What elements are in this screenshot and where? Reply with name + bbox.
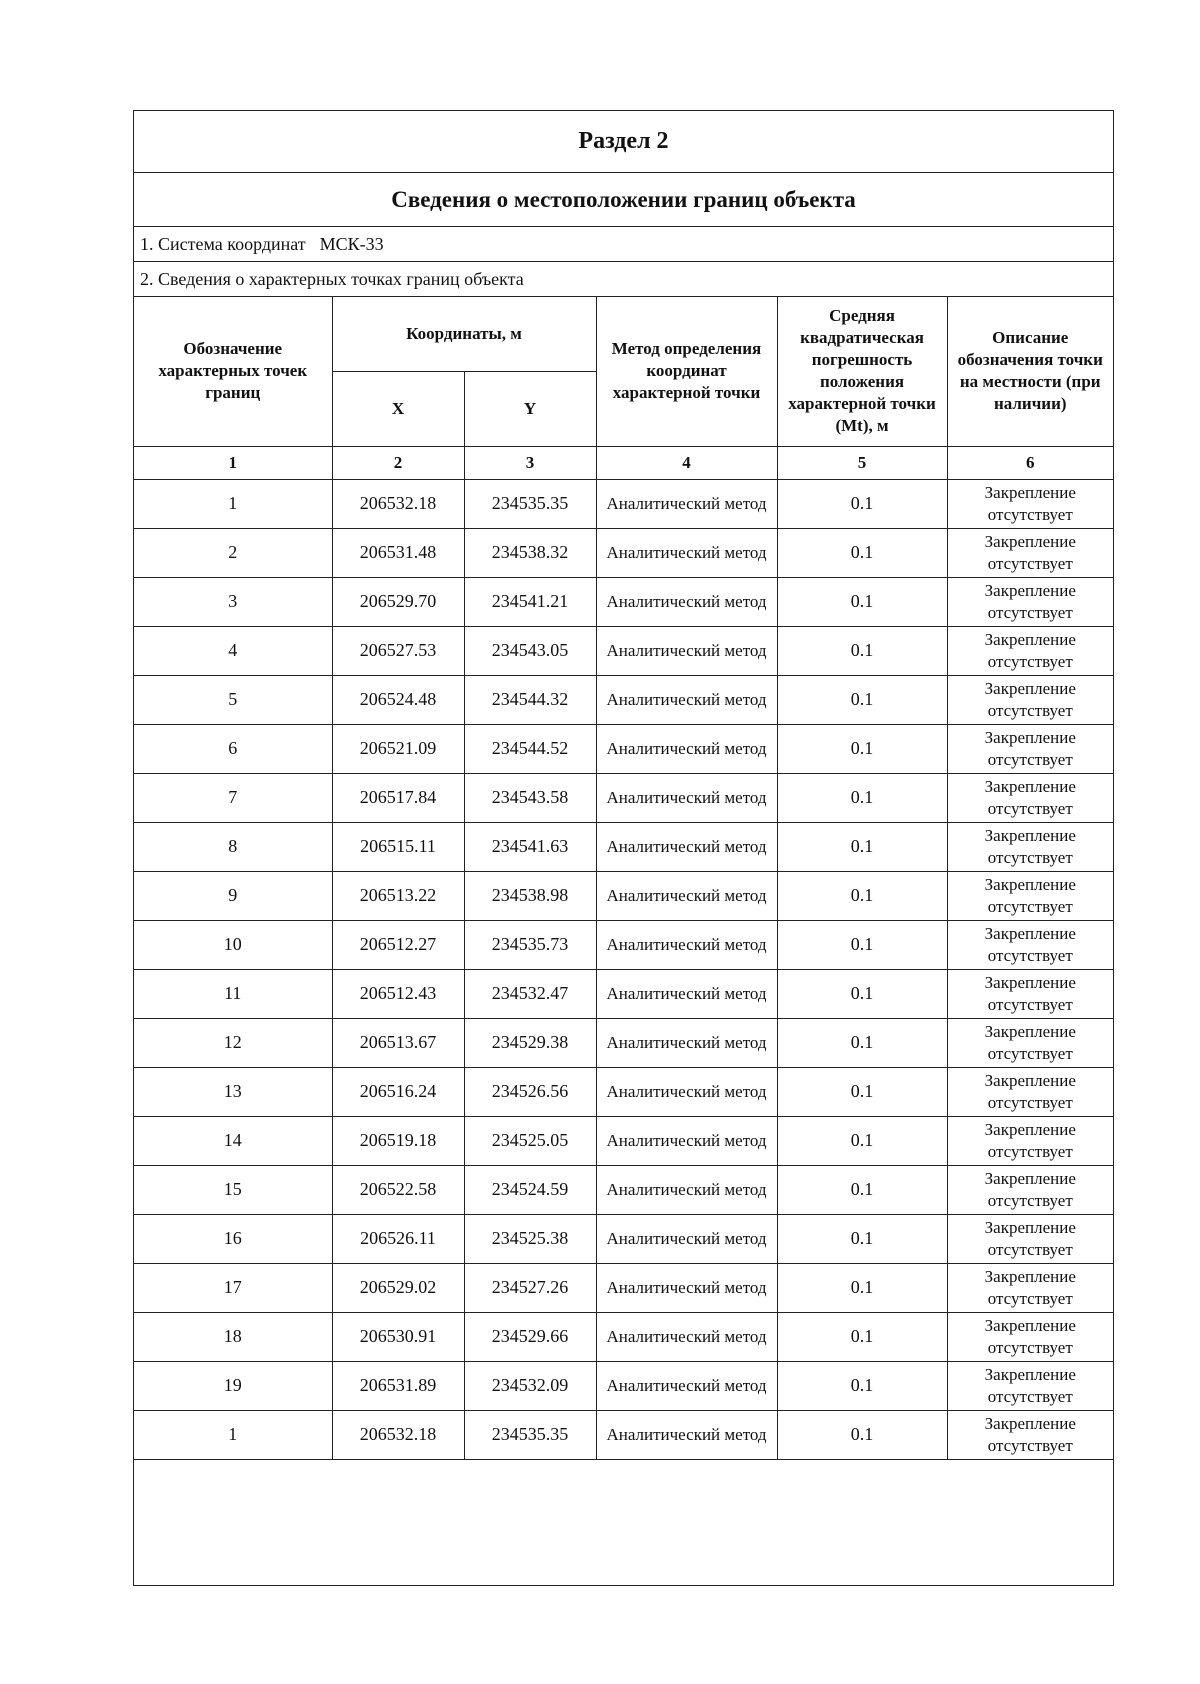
header-coords: Координаты, м — [332, 297, 596, 371]
point-number: 13 — [134, 1067, 332, 1116]
table-row — [134, 1312, 1113, 1361]
point-number: 14 — [134, 1116, 332, 1165]
x-coordinate: 206531.89 — [332, 1361, 464, 1410]
method: Аналитический метод — [596, 1312, 777, 1361]
description: Закрепление отсутствует — [947, 577, 1113, 626]
method: Аналитический метод — [596, 1116, 777, 1165]
description: Закрепление отсутствует — [947, 528, 1113, 577]
table-row — [134, 1214, 1113, 1263]
point-number: 12 — [134, 1018, 332, 1067]
y-coordinate: 234535.35 — [464, 479, 596, 528]
point-number: 6 — [134, 724, 332, 773]
y-coordinate: 234529.38 — [464, 1018, 596, 1067]
table-row — [134, 822, 1113, 871]
x-coordinate: 206512.27 — [332, 920, 464, 969]
x-coordinate: 206513.22 — [332, 871, 464, 920]
method: Аналитический метод — [596, 577, 777, 626]
method: Аналитический метод — [596, 479, 777, 528]
boundary-points-table — [134, 297, 1113, 1460]
y-coordinate: 234535.73 — [464, 920, 596, 969]
points-body — [134, 479, 1113, 1459]
method: Аналитический метод — [596, 1018, 777, 1067]
column-number: 1 — [134, 446, 332, 479]
column-numbers-row — [134, 446, 1113, 479]
table-row — [134, 1361, 1113, 1410]
mean-error: 0.1 — [777, 822, 947, 871]
description: Закрепление отсутствует — [947, 1361, 1113, 1410]
y-coordinate: 234541.63 — [464, 822, 596, 871]
x-coordinate: 206529.02 — [332, 1263, 464, 1312]
table-row — [134, 920, 1113, 969]
coord-system-label: 1. Система координат — [140, 233, 306, 254]
x-coordinate: 206517.84 — [332, 773, 464, 822]
method: Аналитический метод — [596, 822, 777, 871]
table-row — [134, 773, 1113, 822]
method: Аналитический метод — [596, 1410, 777, 1459]
description: Закрепление отсутствует — [947, 1018, 1113, 1067]
table-row — [134, 1018, 1113, 1067]
x-coordinate: 206527.53 — [332, 626, 464, 675]
table-row — [134, 1263, 1113, 1312]
y-coordinate: 234538.98 — [464, 871, 596, 920]
y-coordinate: 234532.47 — [464, 969, 596, 1018]
table-row — [134, 528, 1113, 577]
table-row — [134, 1410, 1113, 1459]
point-number: 4 — [134, 626, 332, 675]
table-row — [134, 1165, 1113, 1214]
x-coordinate: 206516.24 — [332, 1067, 464, 1116]
mean-error: 0.1 — [777, 1214, 947, 1263]
description: Закрепление отсутствует — [947, 479, 1113, 528]
method: Аналитический метод — [596, 1165, 777, 1214]
point-number: 10 — [134, 920, 332, 969]
description: Закрепление отсутствует — [947, 773, 1113, 822]
description: Закрепление отсутствует — [947, 1263, 1113, 1312]
column-number: 2 — [332, 446, 464, 479]
table-row — [134, 479, 1113, 528]
method: Аналитический метод — [596, 773, 777, 822]
mean-error: 0.1 — [777, 479, 947, 528]
method: Аналитический метод — [596, 626, 777, 675]
description: Закрепление отсутствует — [947, 1165, 1113, 1214]
point-number: 8 — [134, 822, 332, 871]
table-row — [134, 1116, 1113, 1165]
y-coordinate: 234529.66 — [464, 1312, 596, 1361]
point-number: 11 — [134, 969, 332, 1018]
point-number: 9 — [134, 871, 332, 920]
description: Закрепление отсутствует — [947, 1116, 1113, 1165]
section-title: Раздел 2 — [134, 111, 1113, 173]
point-number: 17 — [134, 1263, 332, 1312]
y-coordinate: 234535.35 — [464, 1410, 596, 1459]
method: Аналитический метод — [596, 1263, 777, 1312]
point-number: 5 — [134, 675, 332, 724]
header-point: Обозначение характерных точек границ — [134, 297, 332, 446]
x-coordinate: 206531.48 — [332, 528, 464, 577]
mean-error: 0.1 — [777, 969, 947, 1018]
method: Аналитический метод — [596, 724, 777, 773]
table-row — [134, 626, 1113, 675]
mean-error: 0.1 — [777, 773, 947, 822]
point-number: 19 — [134, 1361, 332, 1410]
column-number: 5 — [777, 446, 947, 479]
y-coordinate: 234543.58 — [464, 773, 596, 822]
y-coordinate: 234527.26 — [464, 1263, 596, 1312]
coord-system-line — [134, 227, 1113, 262]
description: Закрепление отсутствует — [947, 675, 1113, 724]
x-coordinate: 206524.48 — [332, 675, 464, 724]
mean-error: 0.1 — [777, 1410, 947, 1459]
section-subtitle: Сведения о местоположении границ объекта — [134, 173, 1113, 227]
mean-error: 0.1 — [777, 675, 947, 724]
table-row — [134, 1067, 1113, 1116]
point-number: 7 — [134, 773, 332, 822]
description: Закрепление отсутствует — [947, 822, 1113, 871]
y-coordinate: 234538.32 — [464, 528, 596, 577]
table-row — [134, 577, 1113, 626]
x-coordinate: 206530.91 — [332, 1312, 464, 1361]
x-coordinate: 206532.18 — [332, 1410, 464, 1459]
method: Аналитический метод — [596, 1214, 777, 1263]
y-coordinate: 234525.05 — [464, 1116, 596, 1165]
column-number: 3 — [464, 446, 596, 479]
header-error: Средняя квадратическая погрешность положения характерной точки (Mt), м — [777, 297, 947, 446]
mean-error: 0.1 — [777, 1165, 947, 1214]
header-x: X — [332, 371, 464, 446]
x-coordinate: 206529.70 — [332, 577, 464, 626]
header-desc: Описание обозначения точки на местности (при наличии) — [947, 297, 1113, 446]
point-number: 3 — [134, 577, 332, 626]
header-method: Метод определения координат характерной точки — [596, 297, 777, 446]
description: Закрепление отсутствует — [947, 626, 1113, 675]
method: Аналитический метод — [596, 969, 777, 1018]
y-coordinate: 234524.59 — [464, 1165, 596, 1214]
blank-area — [134, 1460, 1113, 1580]
y-coordinate: 234532.09 — [464, 1361, 596, 1410]
mean-error: 0.1 — [777, 577, 947, 626]
mean-error: 0.1 — [777, 528, 947, 577]
y-coordinate: 234526.56 — [464, 1067, 596, 1116]
point-number: 15 — [134, 1165, 332, 1214]
table-row — [134, 969, 1113, 1018]
point-number: 16 — [134, 1214, 332, 1263]
mean-error: 0.1 — [777, 1263, 947, 1312]
mean-error: 0.1 — [777, 920, 947, 969]
description: Закрепление отсутствует — [947, 969, 1113, 1018]
mean-error: 0.1 — [777, 1312, 947, 1361]
y-coordinate: 234525.38 — [464, 1214, 596, 1263]
mean-error: 0.1 — [777, 871, 947, 920]
method: Аналитический метод — [596, 920, 777, 969]
point-number: 1 — [134, 1410, 332, 1459]
description: Закрепление отсутствует — [947, 1312, 1113, 1361]
mean-error: 0.1 — [777, 1067, 947, 1116]
x-coordinate: 206519.18 — [332, 1116, 464, 1165]
coord-system-value: МСК-33 — [319, 233, 384, 254]
x-coordinate: 206515.11 — [332, 822, 464, 871]
point-number: 18 — [134, 1312, 332, 1361]
table-row — [134, 724, 1113, 773]
method: Аналитический метод — [596, 1361, 777, 1410]
column-number: 4 — [596, 446, 777, 479]
x-coordinate: 206526.11 — [332, 1214, 464, 1263]
column-number: 6 — [947, 446, 1113, 479]
description: Закрепление отсутствует — [947, 1410, 1113, 1459]
x-coordinate: 206512.43 — [332, 969, 464, 1018]
description: Закрепление отсутствует — [947, 920, 1113, 969]
y-coordinate: 234544.52 — [464, 724, 596, 773]
description: Закрепление отсутствует — [947, 724, 1113, 773]
x-coordinate: 206513.67 — [332, 1018, 464, 1067]
mean-error: 0.1 — [777, 626, 947, 675]
mean-error: 0.1 — [777, 1018, 947, 1067]
y-coordinate: 234544.32 — [464, 675, 596, 724]
points-caption: 2. Сведения о характерных точках границ объекта — [134, 262, 1113, 297]
x-coordinate: 206522.58 — [332, 1165, 464, 1214]
point-number: 1 — [134, 479, 332, 528]
x-coordinate: 206521.09 — [332, 724, 464, 773]
method: Аналитический метод — [596, 1067, 777, 1116]
document-sheet — [133, 110, 1114, 1586]
description: Закрепление отсутствует — [947, 1067, 1113, 1116]
method: Аналитический метод — [596, 528, 777, 577]
y-coordinate: 234543.05 — [464, 626, 596, 675]
point-number: 2 — [134, 528, 332, 577]
mean-error: 0.1 — [777, 724, 947, 773]
mean-error: 0.1 — [777, 1361, 947, 1410]
y-coordinate: 234541.21 — [464, 577, 596, 626]
header-y: Y — [464, 371, 596, 446]
table-row — [134, 675, 1113, 724]
description: Закрепление отсутствует — [947, 871, 1113, 920]
table-row — [134, 871, 1113, 920]
method: Аналитический метод — [596, 871, 777, 920]
method: Аналитический метод — [596, 675, 777, 724]
mean-error: 0.1 — [777, 1116, 947, 1165]
description: Закрепление отсутствует — [947, 1214, 1113, 1263]
x-coordinate: 206532.18 — [332, 479, 464, 528]
